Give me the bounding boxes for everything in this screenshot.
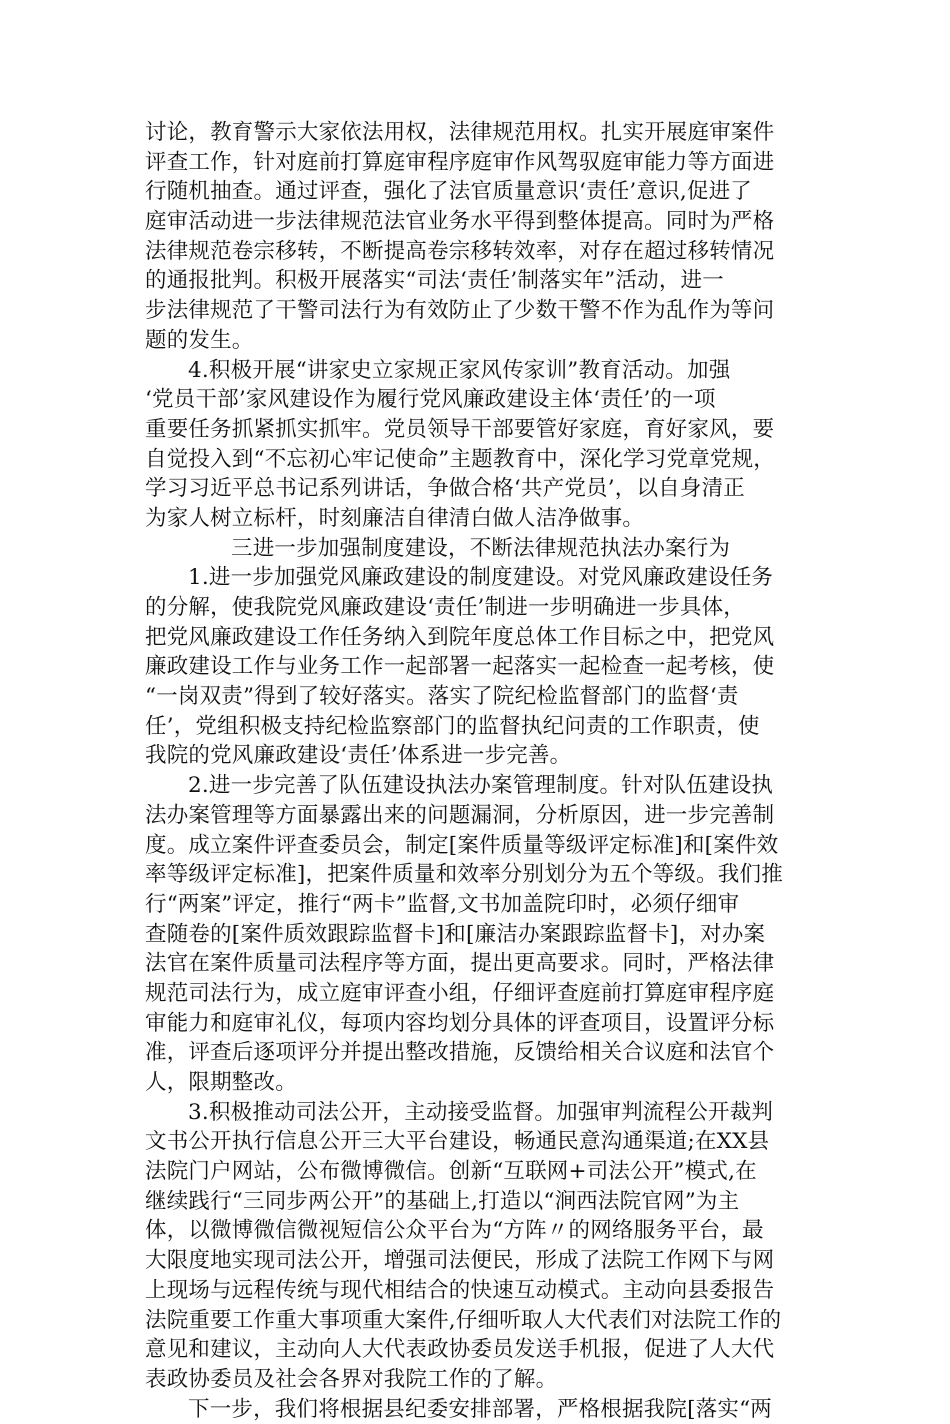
body-line: 率等级评定标准]，把案件质量和效率分别划分为五个等级。我们推 bbox=[145, 862, 783, 888]
body-line: 重要任务抓紧抓实抓牢。党员领导干部要管好家庭，育好家风，要 bbox=[145, 416, 775, 442]
body-line: 度。成立案件评查委员会，制定[案件质量等级评定标准]和[案件效 bbox=[145, 832, 779, 858]
body-line: 准，评查后逐项评分并提出整改措施，反馈给相关合议庭和法官个 bbox=[145, 1040, 775, 1066]
body-line: 法院门户网站，公布微博微信。创新“互联网+司法公开”模式,在 bbox=[145, 1159, 757, 1185]
body-line: 自觉投入到“不忘初心牢记使命”主题教育中，深化学习党章党规， bbox=[145, 446, 775, 472]
paragraph-start-line: 1.进一步加强党风廉政建设的制度建设。对党风廉政建设任务 bbox=[188, 565, 774, 591]
body-line: 大限度地实现司法公开，增强司法便民，形成了法院工作网下与网 bbox=[145, 1248, 775, 1274]
body-line: 法律规范卷宗移转，不断提高卷宗移转效率，对存在超过移转情况 bbox=[145, 238, 775, 264]
body-line: 文书公开执行信息公开三大平台建设，畅通民意沟通渠道;在XX县 bbox=[145, 1129, 770, 1155]
document-body bbox=[145, 118, 805, 1424]
body-line: 行随机抽查。通过评查，强化了法官质量意识‘责任’意识,促进了 bbox=[145, 179, 753, 205]
body-line: 继续践行“三同步两公开”的基础上,打造以“涧西法院官网”为主 bbox=[145, 1188, 740, 1214]
body-line: 我院的党风廉政建设‘责任’体系进一步完善。 bbox=[145, 743, 572, 769]
body-line: 体，以微博微信微视短信公众平台为“方阵〃的网络服务平台，最 bbox=[145, 1218, 764, 1244]
body-line: ‘党员干部’家风建设作为履行党风廉政建设主体‘责任’的一项 bbox=[145, 387, 716, 413]
body-line: “一岗双责”得到了较好落实。落实了院纪检监督部门的监督‘责 bbox=[145, 684, 739, 710]
body-line: 的分解，使我院党风廉政建设‘责任’制进一步明确进一步具体， bbox=[145, 595, 745, 620]
body-line: 把党风廉政建设工作任务纳入到院年度总体工作目标之中，把党风 bbox=[145, 624, 775, 650]
body-line: 行“两案”评定，推行“两卡”监督,文书加盖院印时，必须仔细审 bbox=[145, 891, 740, 917]
body-line: 意见和建议，主动向人大代表政协委员发送手机报，促进了人大代 bbox=[145, 1337, 775, 1363]
body-line: 步法律规范了干警司法行为有效防止了少数干警不作为乱作为等问 bbox=[145, 298, 775, 324]
body-line: 庭审活动进一步法律规范法官业务水平得到整体提高。同时为严格 bbox=[145, 209, 775, 235]
body-line: 审能力和庭审礼仪，每项内容均划分具体的评查项目，设置评分标 bbox=[145, 1010, 775, 1036]
body-line: 上现场与远程传统与现代相结合的快速互动模式。主动向县委报告 bbox=[145, 1277, 775, 1303]
body-line: 法官在案件质量司法程序等方面，提出更高要求。同时，严格法律 bbox=[145, 951, 775, 977]
body-line: 人，限期整改。 bbox=[145, 1070, 297, 1095]
body-line: 评查工作，针对庭前打算庭审程序庭审作风驾驭庭审能力等方面进 bbox=[145, 149, 775, 175]
body-line: 任’，党组积极支持纪检监察部门的监督执纪问责的工作职责，使 bbox=[145, 713, 760, 739]
paragraph-start-line: 下一步，我们将根据县纪委安排部署，严格根据我院[落实“两 bbox=[188, 1396, 772, 1422]
section-heading: 三进一步加强制度建设，不断法律规范执法办案行为 bbox=[231, 535, 731, 561]
body-line: 学习习近平总书记系列讲话，争做合格‘共产党员’，以自身清正 bbox=[145, 476, 745, 502]
body-line: 规范司法行为，成立庭审评查小组，仔细评查庭前打算庭审程序庭 bbox=[145, 980, 775, 1006]
body-line: 的通报批判。积极开展落实“司法‘责任’制落实年”活动，进一 bbox=[145, 268, 724, 294]
body-line: 题的发生。 bbox=[145, 327, 254, 353]
body-line: 讨论，教育警示大家依法用权，法律规范用权。扎实开展庭审案件 bbox=[145, 120, 775, 145]
paragraph-start-line: 3.积极推动司法公开，主动接受监督。加强审判流程公开裁判 bbox=[188, 1099, 774, 1125]
body-line: 为家人树立标杆，时刻廉洁自律清白做人洁净做事。 bbox=[145, 505, 645, 531]
body-line: 查随卷的[案件质效跟踪监督卡]和[廉洁办案跟踪监督卡]，对办案 bbox=[145, 921, 766, 947]
body-line: 法院重要工作重大事项重大案件,仔细听取人大代表们对法院工作的 bbox=[145, 1307, 782, 1333]
body-line: 法办案管理等方面暴露出来的问题漏洞，分析原因，进一步完善制 bbox=[145, 802, 775, 828]
paragraph-start-line: 2.进一步完善了队伍建设执法办案管理制度。针对队伍建设执 bbox=[188, 773, 774, 799]
paragraph-start-line: 4.积极开展“讲家史立家规正家风传家训”教育活动。加强 bbox=[188, 357, 731, 383]
body-line: 廉政建设工作与业务工作一起部署一起落实一起检查一起考核，使 bbox=[145, 654, 775, 680]
body-line: 表政协委员及社会各界对我院工作的了解。 bbox=[145, 1366, 558, 1392]
